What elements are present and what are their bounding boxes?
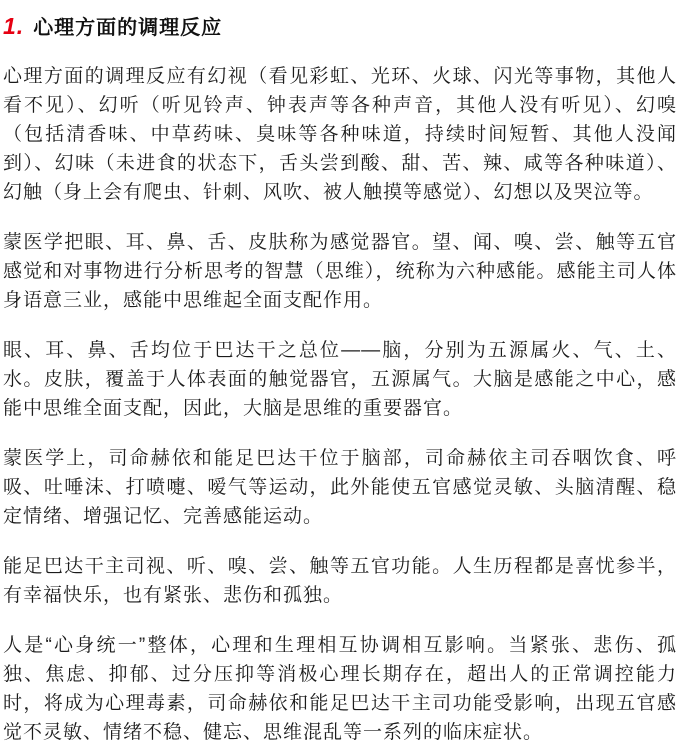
paragraph-mind-body-unity: 人是“心身统一”整体，心理和生理相互协调相互影响。当紧张、悲伤、孤独、焦虑、抑郁、过分压抑等消极心理长期存在，超出人的正常调控能力时，将成为心理毒素，司命赫依和能足巴达干主司功能受影响，出现五官感觉不灵敏、情绪不稳、健忘、思维混乱等一系列的临床症状。 xyxy=(3,635,677,743)
paragraph-life-course: 能足巴达干主司视、听、嗅、尝、触等五官功能。人生历程都是喜忧参半，有幸福快乐，也有紧张、悲伤和孤独。 xyxy=(3,556,677,606)
paragraph-sense-organs: 蒙医学把眼、耳、鼻、舌、皮肤称为感觉器官。望、闻、嗅、尝、触等五官感觉和对事物进行分析思考的智慧（思维），统称为六种感能。感能主司人体身语意三业，感能中思维起全面支配作用。 xyxy=(3,232,677,311)
paragraph-hallucinations: 心理方面的调理反应有幻视（看见彩虹、光环、火球、闪光等事物，其他人看不见）、幻听（听见铃声、钟表声等各种声音，其他人没有听见）、幻嗅（包括清香味、中草药味、臭味等各种味道，持续时间短暂、其他人没闻到）、幻味（未进食的状态下，舌头尝到酸、甜、苦、辣、咸等各种味道）、幻触（身上会有爬虫、针刺、风吹、被人触摸等感觉）、幻想以及哭泣等。 xyxy=(3,66,677,203)
section-heading xyxy=(3,12,677,43)
section-title: 心理方面的调理反应 xyxy=(33,17,223,39)
section-number: 1. xyxy=(3,13,25,39)
paragraph-heyi-badagan-functions: 蒙医学上，司命赫依和能足巴达干位于脑部，司命赫依主司吞咽饮食、呼吸、吐唾沫、打喷嚏、嗳气等运动，此外能使五官感觉灵敏、头脑清醒、稳定情绪、增强记忆、完善感能运动。 xyxy=(3,448,677,527)
paragraph-brain-five-sources: 眼、耳、鼻、舌均位于巴达干之总位——脑，分别为五源属火、气、土、水。皮肤，覆盖于人体表面的触觉器官，五源属气。大脑是感能之中心，感能中思维全面支配，因此，大脑是思维的重要器官。 xyxy=(3,340,677,419)
